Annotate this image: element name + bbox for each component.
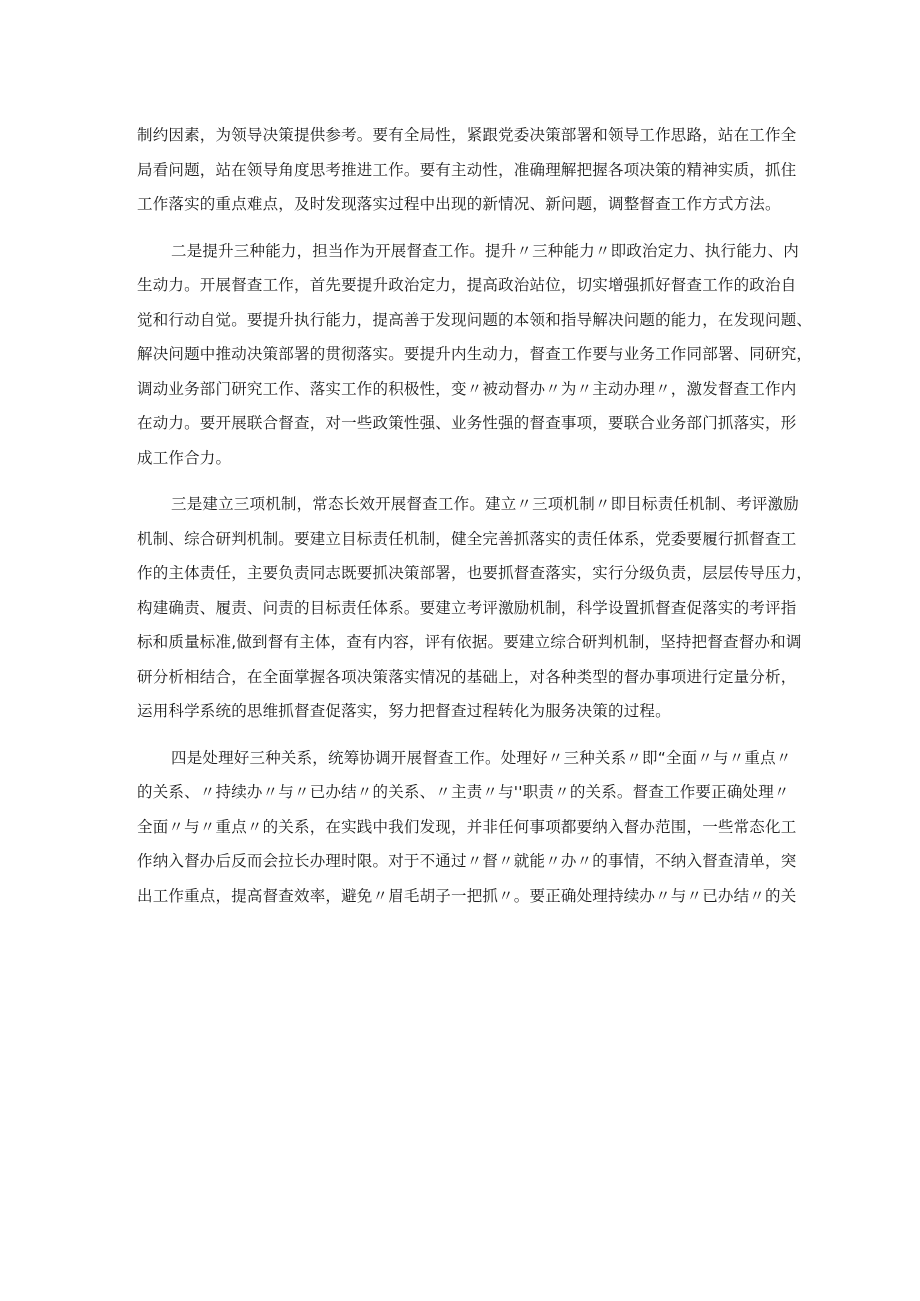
- text-line: 调动业务部门研究工作、落实工作的积极性，变〃被动督办〃为〃主动办理〃，激发督查工作内: [137, 379, 797, 398]
- text-line: 解决问题中推动决策部署的贯彻落实。要提升内生动力，督查工作要与业务工作同部署、同研究，: [137, 345, 813, 363]
- text-line: 出工作重点，提高督查效率，避免〃眉毛胡子一把抓〃。要正确处理持续办〃与〃已办结〃的关: [137, 886, 797, 905]
- text-line: 觉和行动自觉。要提升执行能力，提高善于发现问题的本领和指导解决问题的能力，在发现问题、: [137, 310, 813, 329]
- paragraph-3: [137, 487, 813, 729]
- text-line: 作纳入督办后反而会拉长办理时限。对于不通过〃督〃就能〃办〃的事情，不纳入督查清单，突: [137, 852, 797, 870]
- text-line: 生动力。开展督查工作，首先要提升政治定力，提高政治站位，切实增强抓好督查工作的政治自: [137, 276, 797, 294]
- paragraph-4: [137, 741, 797, 914]
- text-line: 二是提升三种能力，担当作为开展督查工作。提升〃三种能力〃即政治定力、执行能力、内: [171, 241, 800, 260]
- text-line: 作的主体责任，主要负责同志既要抓决策部署，也要抓督查落实，实行分级负责，层层传导压力，: [137, 564, 813, 582]
- text-line: 局看问题，站在领导角度思考推进工作。要有主动性，准确理解把握各项决策的精神实质，抓住: [137, 160, 797, 179]
- text-line: 运用科学系统的思维抓督查促落实，努力把督查过程转化为服务决策的过程。: [137, 702, 671, 720]
- text-line: 四是处理好三种关系，统筹协调开展督查工作。处理好〃三种关系〃即“全面〃与〃重点〃: [171, 748, 792, 767]
- text-line: 构建确责、履责、问责的目标责任体系。要建立考评激励机制，科学设置抓督查促落实的考评指: [137, 598, 797, 617]
- text-line: 机制、综合研判机制。要建立目标责任机制，健全完善抓落实的责任体系，党委要履行抓督查工: [137, 529, 797, 548]
- document-body: [137, 118, 813, 913]
- text-line: 三是建立三项机制，常态长效开展督查工作。建立〃三项机制〃即目标责任机制、考评激励: [171, 495, 800, 513]
- text-line: 全面〃与〃重点〃的关系，在实践中我们发现，并非任何事项都要纳入督办范围，一些常态化工: [137, 817, 797, 836]
- text-line: 在动力。要开展联合督查，对一些政策性强、业务性强的督查事项，要联合业务部门抓落实，形: [137, 414, 797, 432]
- text-line: 制约因素，为领导决策提供参考。要有全局性，紧跟党委决策部署和领导工作思路，站在工作全: [137, 126, 797, 144]
- text-line: 成工作合力。: [137, 448, 232, 467]
- paragraph-2: [137, 234, 813, 476]
- text-line: 的关系、〃持续办〃与〃已办结〃的关系、〃主责〃与''职责〃的关系。督查工作要正确处理〃: [137, 783, 790, 801]
- paragraph-1: [137, 118, 797, 222]
- text-line: 研分析相结合，在全面掌握各项决策落实情况的基础上，对各种类型的督办事项进行定量分析，: [137, 667, 797, 686]
- text-line: 标和质量标准,做到督有主体，查有内容，评有依据。要建立综合研判机制，坚持把督查督办和调: [137, 633, 802, 651]
- text-line: 工作落实的重点难点，及时发现落实过程中出现的新情况、新问题，调整督查工作方式方法。: [137, 195, 781, 213]
